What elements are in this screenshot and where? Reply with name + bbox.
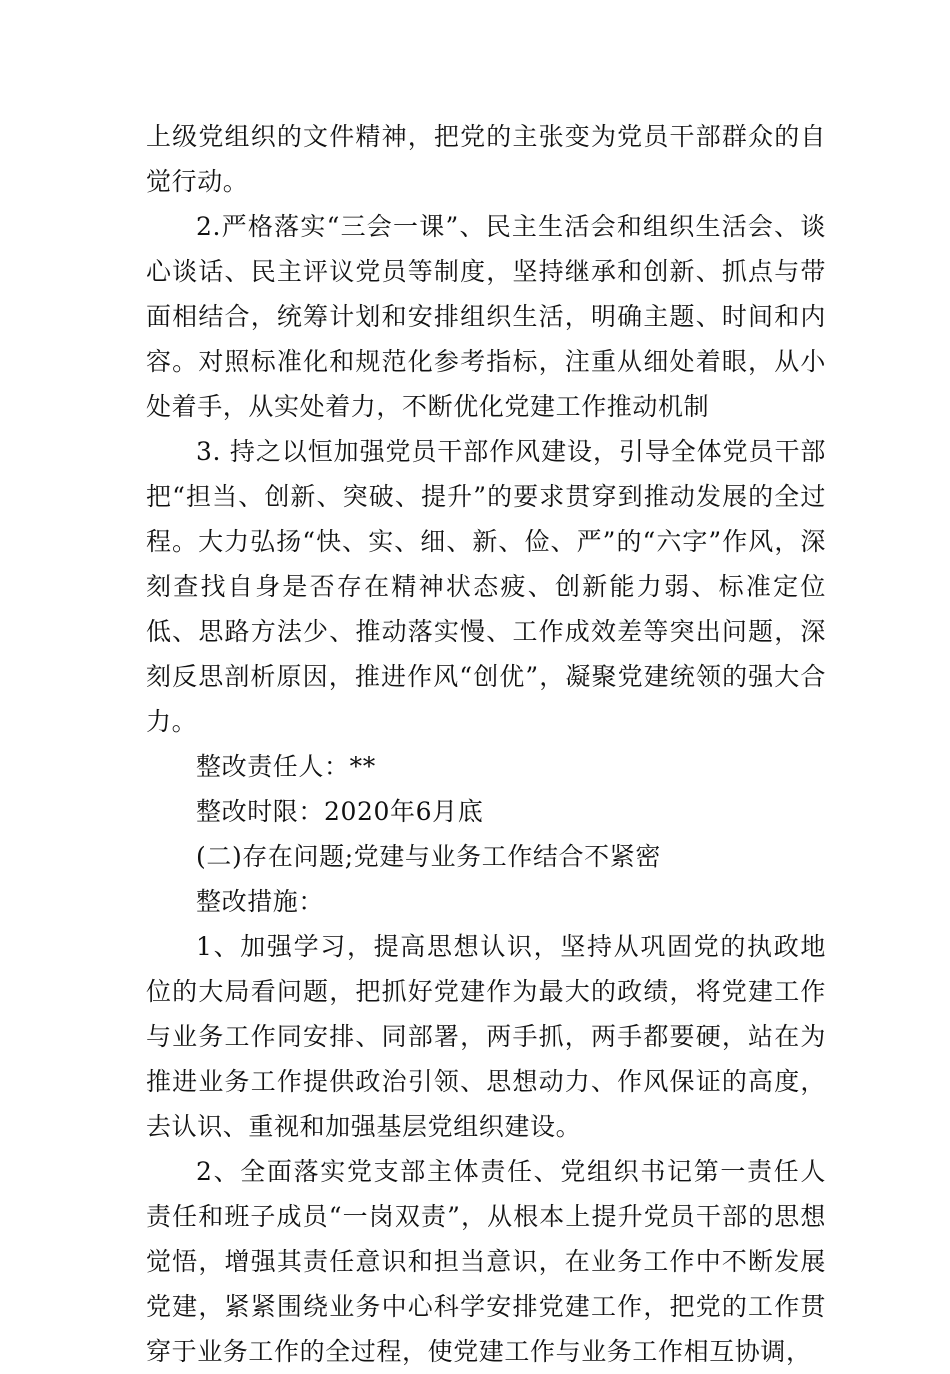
paragraph-responsible-person: 整改责任人：**	[196, 752, 376, 781]
paragraph-item-3-work-style: 3. 持之以恒加强党员干部作风建设，引导全体党员干部把“担当、创新、突破、提升”的要求贯穿到推动发展的全过程。大力弘扬“快、实、细、新、俭、严”的“六字”作风，深刻查找自身是否存在精神状态疲、创新能力弱、标准定位低、思路方法少、推动落实慢、工作成效差等突出问题，深刻反思剖析原因，推进作风“创优”，凝聚党建统领的强大合力。	[146, 437, 826, 736]
paragraph-problem-heading: (二)存在问题;党建与业务工作结合不紧密	[196, 842, 661, 871]
paragraph-measure-2: 2、全面落实党支部主体责任、党组织书记第一责任人责任和班子成员“一岗双责”，从根本上提升党员干部的思想觉悟，增强其责任意识和担当意识，在业务工作中不断发展党建，紧紧围绕业务中心科学安排党建工作，把党的工作贯穿于业务工作的全过程，使党建工作与业务工作相互协调，	[146, 1157, 826, 1366]
paragraph-item-2-meetings: 2.严格落实“三会一课”、民主生活会和组织生活会、谈心谈话、民主评议党员等制度，坚持继承和创新、抓点与带面相结合，统筹计划和安排组织生活，明确主题、时间和内容。对照标准化和规范化参考指标，注重从细处着眼，从小处着手，从实处着力，不断优化党建工作推动机制	[146, 212, 826, 421]
paragraph-continued-text: 上级党组织的文件精神，把党的主张变为党员干部群众的自觉行动。	[146, 122, 826, 196]
paragraph-measures-label: 整改措施：	[196, 887, 325, 916]
paragraph-measure-1: 1、加强学习，提高思想认识，坚持从巩固党的执政地位的大局看问题，把抓好党建作为最大的政绩，将党建工作与业务工作同安排、同部署，两手抓，两手都要硬，站在为推进业务工作提供政治引领、思想动力、作风保证的高度，去认识、重视和加强基层党组织建设。	[146, 932, 826, 1141]
document-body	[146, 114, 826, 1374]
paragraph-deadline: 整改时限：2020年6月底	[196, 797, 484, 826]
